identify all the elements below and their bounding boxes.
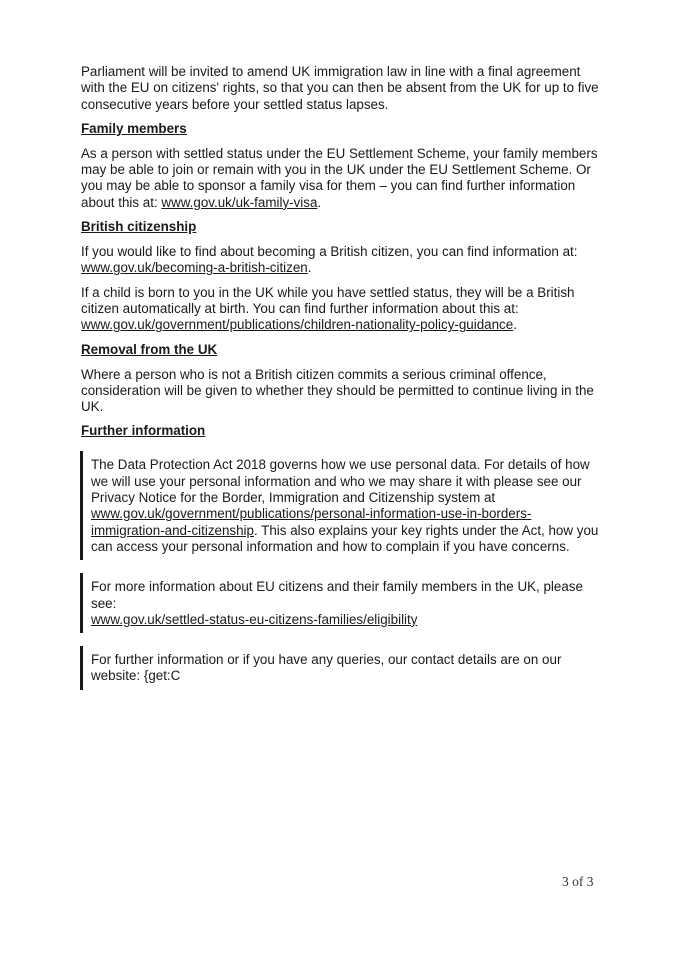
document-page xyxy=(81,64,601,703)
heading-family-members: Family members xyxy=(81,120,187,136)
intro-paragraph: Parliament will be invited to amend UK immigration law in line with a final agreement with the EU on citizens' rights, so that you can then be absent from the UK for up to five consecutive years before your settled status lapses. xyxy=(81,64,599,112)
eu-citizens-info-box xyxy=(80,573,601,633)
paragraph-text: . This also explains your key rights under the Act, how you can access your personal information and how to complain if you have concerns. xyxy=(91,522,599,554)
paragraph-text: . xyxy=(513,317,517,333)
eligibility-link[interactable]: www.gov.uk/settled-status-eu-citizens-families/eligibility xyxy=(91,611,418,627)
heading-british-citizenship: British citizenship xyxy=(81,219,197,235)
data-protection-box xyxy=(80,451,601,560)
paragraph-text: If you would like to find about becoming a British citizen, you can find information at: xyxy=(81,244,578,260)
child-citizenship-paragraph xyxy=(81,285,601,334)
contact-info-box xyxy=(80,646,601,690)
children-nationality-link[interactable]: www.gov.uk/government/publications/children-nationality-policy-guidance xyxy=(81,317,514,333)
paragraph-text: . xyxy=(317,194,322,210)
family-members-paragraph xyxy=(81,146,601,211)
box-paragraph xyxy=(91,579,601,628)
privacy-notice-link[interactable]: www.gov.uk/government/publications/personal-information-use-in-borders-immigration-and-citizenship xyxy=(91,506,532,538)
box-paragraph xyxy=(91,457,601,555)
paragraph-text: If a child is born to you in the UK while you have settled status, they will be a British citizen automatically at birth. You can find further information about this at: xyxy=(81,284,575,316)
paragraph-text: The Data Protection Act 2018 governs how we use personal data. For details of how we will use your personal information and who we may share it with please see our Privacy Notice for the Border, Immigration and Citizenship system at xyxy=(91,457,590,506)
becoming-british-citizen-link[interactable]: www.gov.uk/becoming-a-british-citizen xyxy=(81,260,308,276)
paragraph-text: As a person with settled status under the EU Settlement Scheme, your family members may be able to join or remain with you in the UK under the EU Settlement Scheme. Or you may be able to sponsor a family visa for them – you can find further information about this at: xyxy=(81,145,598,210)
page-number: 3 of 3 xyxy=(562,874,594,889)
family-visa-link[interactable]: www.gov.uk/uk-family-visa xyxy=(161,194,318,210)
removal-paragraph: Where a person who is not a British citizen commits a serious criminal offence, consideration will be given to whether they should be permitted to continue living in the UK. xyxy=(81,366,594,415)
paragraph-text: . xyxy=(307,260,312,276)
heading-further-information: Further information xyxy=(81,423,206,439)
box-paragraph: For further information or if you have any queries, our contact details are on our website: {get:C xyxy=(91,652,562,684)
heading-removal: Removal from the UK xyxy=(81,341,218,357)
citizenship-paragraph xyxy=(81,244,601,277)
paragraph-text: For more information about EU citizens and their family members in the UK, please see: xyxy=(91,579,583,611)
